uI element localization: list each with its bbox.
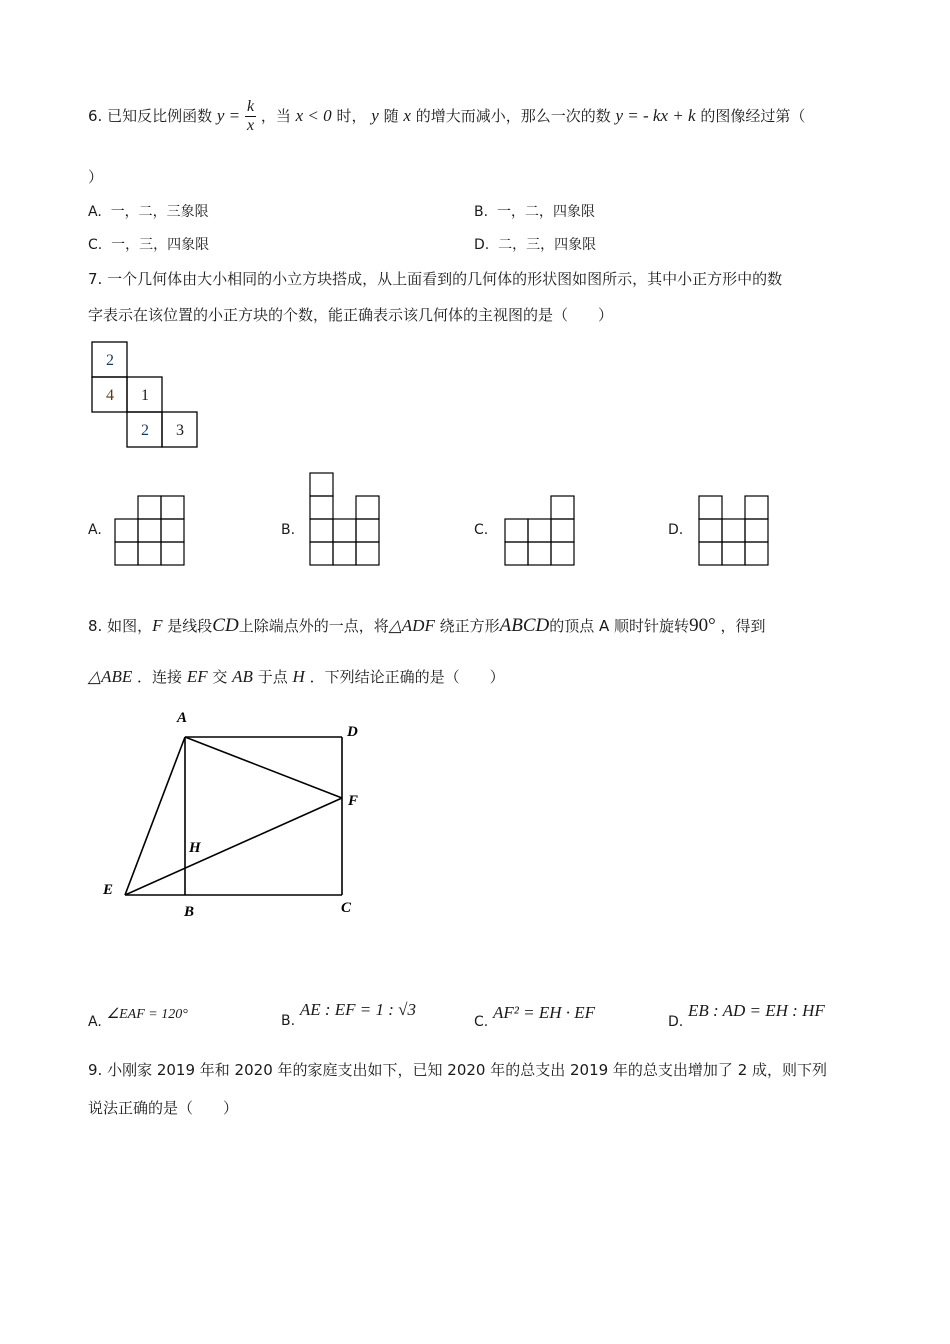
segment-AF	[185, 737, 342, 798]
q7-option-c-figure[interactable]	[503, 494, 577, 568]
q7-line1: 7. 一个几何体由大小相同的小立方块搭成，从上面看到的几何体的形状图如图所示，其中小正方形中的数	[88, 270, 783, 288]
label-D: D	[347, 724, 358, 740]
q6-x: x	[403, 106, 411, 125]
q8-ABCD: ABCD	[499, 615, 550, 636]
q6-option-c[interactable]	[88, 234, 209, 254]
q8-option-c-label: C.	[474, 1014, 489, 1030]
q8-text-2: 是线段	[167, 617, 213, 635]
top-view-num-4: 2	[141, 422, 149, 439]
q6-option-c-text: 一，三，四象限	[111, 237, 210, 253]
q8-option-b-expr: AE : EF = 1 : √3	[299, 1000, 417, 1019]
q8-option-a-label: A.	[88, 1014, 102, 1030]
q8-geometry-figure	[95, 700, 375, 930]
q8-F: F	[152, 616, 163, 635]
q6-text-1: 已知反比例函数	[107, 107, 213, 125]
q8-option-d-expr: EB : AD = EH : HF	[688, 1001, 825, 1020]
q8-option-c[interactable]	[474, 1003, 595, 1033]
q7-option-d-label[interactable]: D.	[668, 522, 684, 538]
q6-text-5: 的增大而减小，那么一次的数	[415, 107, 611, 125]
q7-top-view-figure	[90, 340, 200, 450]
q6-option-b[interactable]	[474, 201, 595, 221]
q8-text-9: 于点	[257, 668, 288, 686]
q6-linear-function: y = - kx + k	[615, 106, 696, 125]
q7-option-b-figure[interactable]	[308, 471, 382, 568]
q6-frac-denominator: x	[246, 117, 255, 134]
q6-option-b-text: 一，二，四象限	[496, 204, 595, 220]
q8-line2	[88, 663, 505, 691]
label-B: B	[184, 904, 195, 920]
q6-text-2: ，当	[260, 107, 291, 125]
q6-text-6: 的图像经过第（	[700, 107, 806, 125]
q6-option-c-label: C.	[88, 237, 103, 253]
q6-option-a-label: A.	[88, 204, 102, 220]
q8-text-6: ，得到	[720, 617, 766, 635]
label-H: H	[189, 840, 201, 856]
q9-line2: 说法正确的是（ ）	[88, 1099, 239, 1117]
q6-number: 6.	[88, 107, 103, 125]
top-view-num-3: 1	[141, 387, 149, 404]
q8-H: H	[292, 667, 305, 686]
q7-line2: 字表示在该位置的小正方块的个数，能正确表示该几何体的主视图的是（ ）	[88, 306, 614, 324]
q6-y: y	[371, 106, 379, 125]
q7-option-a-figure[interactable]	[114, 494, 188, 568]
segment-AE	[125, 737, 185, 895]
q6-option-d-text: 二，三，四象限	[498, 237, 597, 253]
q8-option-b[interactable]	[281, 1000, 416, 1030]
q6-text-3: 时，	[336, 107, 367, 125]
q6-option-d-label: D.	[474, 237, 490, 253]
q8-option-b-label: B.	[281, 1013, 296, 1029]
q8-degree: 90°	[689, 615, 716, 636]
q8-option-a-expr: ∠EAF = 120°	[106, 1007, 188, 1022]
q8-text-8: 交	[212, 668, 228, 686]
label-C: C	[341, 900, 352, 916]
q8-line1	[88, 612, 765, 640]
q8-triangle-ADF: △ADF	[388, 616, 435, 635]
q8-text-5: 的顶点 A 顺时针旋转	[549, 617, 690, 635]
q6-line1	[88, 88, 805, 144]
q8-option-c-expr: AF² = EH · EF	[493, 1003, 596, 1022]
q8-text-4: 绕正方形	[439, 617, 500, 635]
q6-option-d[interactable]	[474, 234, 596, 254]
q8-AB: AB	[232, 667, 253, 686]
q6-frac-numerator: k	[246, 98, 255, 115]
q6-fraction	[245, 98, 256, 135]
top-view-num-5: 3	[176, 422, 184, 439]
q8-text-1: 如图，	[107, 617, 153, 635]
q6-y-equals: y =	[216, 106, 241, 125]
q6-close-paren: ）	[88, 168, 104, 186]
top-view-num-1: 2	[106, 352, 114, 369]
q7-option-a-label[interactable]: A.	[88, 522, 102, 538]
q8-text-3: 上除端点外的一点，将	[238, 617, 389, 635]
label-E: E	[103, 882, 114, 898]
q8-text-7: ．连接	[137, 668, 183, 686]
q6-option-a[interactable]	[88, 201, 209, 221]
q9-line1: 9. 小刚家 2019 年和 2020 年的家庭支出如下，已知 2020 年的总支出 2019 年的总支出增加了 2 成，则下列	[88, 1061, 828, 1079]
top-view-num-2: 4	[106, 387, 114, 404]
q8-EF: EF	[186, 667, 208, 686]
q8-CD: CD	[212, 615, 239, 636]
q7-option-d-figure[interactable]	[697, 494, 771, 568]
q8-number: 8.	[88, 617, 103, 635]
q6-option-a-text: 一，二，三象限	[110, 204, 209, 220]
q6-option-b-label: B.	[474, 204, 489, 220]
q8-option-d[interactable]	[668, 1001, 825, 1031]
q8-option-d-label: D.	[668, 1014, 684, 1030]
q8-text-10: ．下列结论正确的是（ ）	[309, 668, 505, 686]
q7-option-b-label[interactable]: B.	[281, 522, 296, 538]
label-A: A	[177, 710, 188, 726]
q6-condition: x < 0	[295, 106, 332, 125]
q6-text-4: 随	[383, 107, 399, 125]
q8-option-a[interactable]	[88, 1004, 188, 1034]
q7-option-c-label[interactable]: C.	[474, 522, 489, 538]
q8-triangle-ABE: △ABE	[88, 667, 133, 686]
segment-EF	[125, 798, 342, 895]
label-F: F	[348, 793, 359, 809]
